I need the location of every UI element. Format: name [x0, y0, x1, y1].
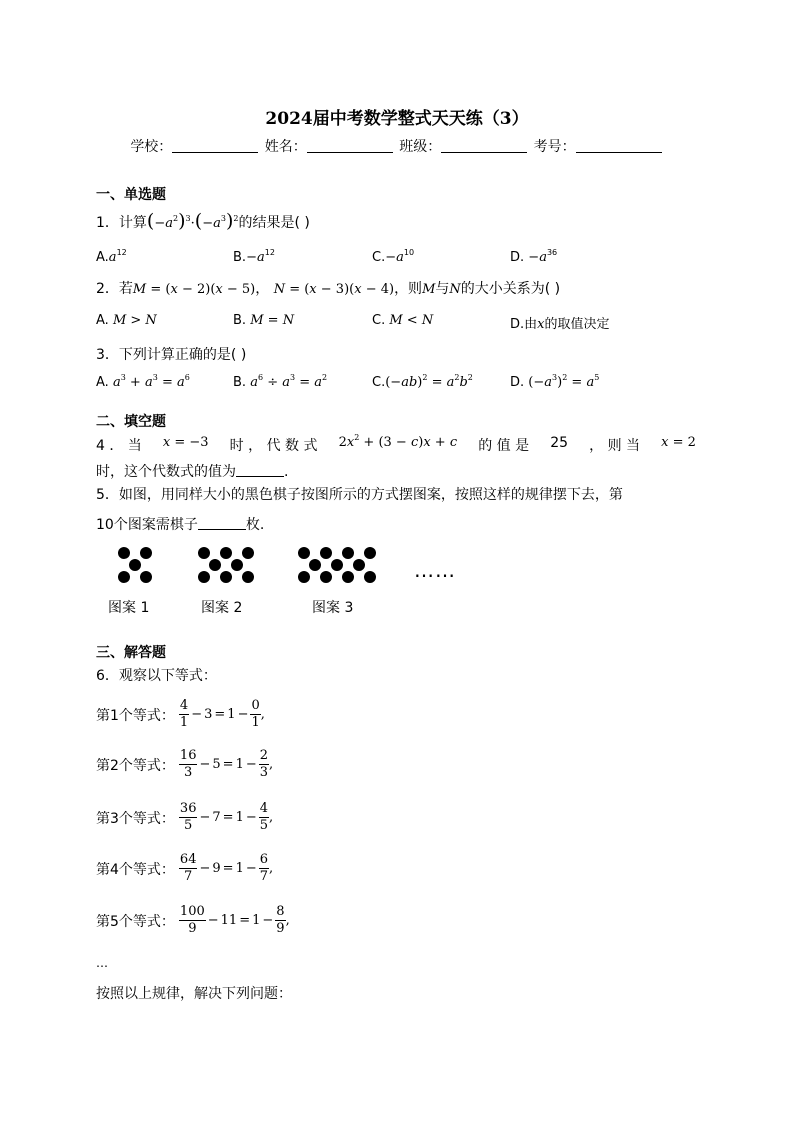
class-blank[interactable] [441, 138, 527, 153]
chess-piece [209, 559, 221, 571]
q1-option-d[interactable]: D. $-a^{36}$ [510, 248, 558, 265]
question-5-line-2: 10个图案需棋子 枚. [96, 517, 265, 533]
question-5-line-1: 5．如图，用同样大小的黑色棋子按图所示的方式摆图案，按照这样的规律摆下去，第 [96, 487, 623, 503]
q3-option-a[interactable]: A. $a^3 + a^3 = a^6$ [96, 373, 190, 390]
equation-3: 第3个等式： $\frac{36}{5}$ − 7 = 1 − $\frac{4}{5}$ , [96, 801, 274, 833]
q2-expression-n: N = (x − 3)(x − 4) [273, 282, 395, 297]
q1-prefix: 1．计算 [96, 215, 147, 231]
chess-piece [118, 547, 130, 559]
chess-piece [364, 547, 376, 559]
chess-piece [298, 547, 310, 559]
question-1 [96, 210, 310, 232]
chess-piece [331, 559, 343, 571]
chess-piece [320, 571, 332, 583]
chess-piece [353, 559, 365, 571]
equation-4: 第4个等式： $\frac{64}{7}$ − 9 = 1 − $\frac{6}{7}$ , [96, 852, 274, 884]
student-info-row [0, 136, 794, 156]
q1-option-b[interactable]: $B.-a^{12}$ [233, 248, 275, 265]
class-label: 班级： [399, 139, 442, 155]
q1-option-c[interactable]: $C.-a^{10}$ [372, 248, 415, 265]
section-heading-fill-in: 二、填空题 [96, 414, 166, 430]
question-2: 2．若M = (x − 2)(x − 5)， N = (x − 3)(x − 4)，则M与N的大小关系为( ) [96, 281, 561, 297]
chess-piece [129, 559, 141, 571]
question-4-line-2: 时，这个代数式的值为 . [96, 464, 289, 480]
question-4-line-1: 4 ． 当 x = −3 时 ， 代 数 式 $2x^2 + (3 - c)x + c$ 的 值 是 25 ， 则 当 x = 2 [96, 433, 696, 454]
chess-piece [231, 559, 243, 571]
q5-answer-blank[interactable] [198, 517, 246, 530]
exam-number-label: 考号： [533, 139, 576, 155]
q1-suffix: 的结果是( ) [238, 215, 310, 231]
chess-piece [220, 571, 232, 583]
school-blank[interactable] [172, 138, 258, 153]
pattern-1-caption: 图案 1 [108, 600, 150, 616]
chess-piece [118, 571, 130, 583]
chess-piece [140, 571, 152, 583]
pattern-ellipsis: …… [414, 558, 456, 582]
page-title: 2024届中考数学整式天天练（3） [265, 109, 529, 129]
chess-piece [220, 547, 232, 559]
chess-piece [242, 547, 254, 559]
q1-option-a[interactable]: $A.a^{12}$ [96, 248, 127, 265]
equation-continuation-dots: … [96, 956, 108, 970]
exam-number-blank[interactable] [576, 138, 662, 153]
q2-option-d[interactable]: D.由x的取值决定 [510, 317, 610, 332]
chess-piece [320, 547, 332, 559]
equation-5: 第5个等式： $\frac{100}{9}$ − 11 = 1 − $\frac{8}{9}$ , [96, 904, 290, 936]
q3-option-d[interactable]: D. $(-a^3)^2 = a^5$ [510, 373, 600, 390]
equation-1: 第1个等式： $\frac{4}{1}$ − 3 = 1 − $\frac{0}{1}$ , [96, 698, 265, 730]
section-heading-answer: 三、解答题 [96, 645, 166, 661]
section-heading-single-choice: 一、单选题 [96, 187, 166, 203]
chess-piece [242, 571, 254, 583]
question-3: 3．下列计算正确的是( ) [96, 347, 247, 363]
q1-expression: $(-a^2)^3\cdot(-a^3)^2$ [146, 210, 239, 232]
chess-piece [198, 571, 210, 583]
chess-piece [342, 571, 354, 583]
q3-option-b[interactable]: B. $a^6 \div a^3 = a^2$ [233, 373, 328, 390]
q2-option-a[interactable]: A. M > N [96, 313, 157, 328]
chess-piece [364, 571, 376, 583]
name-blank[interactable] [307, 138, 393, 153]
name-label: 姓名： [264, 139, 307, 155]
equation-2: 第2个等式： $\frac{16}{3}$ − 5 = 1 − $\frac{2}{3}$ , [96, 748, 274, 780]
pattern-3-caption: 图案 3 [312, 600, 354, 616]
question-6-intro: 6．观察以下等式： [96, 668, 217, 684]
q4-answer-blank[interactable] [236, 464, 284, 477]
q3-option-c[interactable]: $C.(-ab)^2 = a^2b^2$ [372, 373, 473, 390]
q2-option-b[interactable]: B. M = N [233, 313, 295, 328]
question-6-outro: 按照以上规律，解决下列问题： [96, 986, 292, 1002]
chess-piece [309, 559, 321, 571]
q2-option-c[interactable]: C. M < N [372, 313, 434, 328]
chess-piece [298, 571, 310, 583]
pattern-2-caption: 图案 2 [201, 600, 243, 616]
chess-piece [198, 547, 210, 559]
q2-expression-m: M = (x − 2)(x − 5) [132, 282, 256, 297]
chess-piece [140, 547, 152, 559]
school-label: 学校： [130, 139, 173, 155]
chess-piece [342, 547, 354, 559]
